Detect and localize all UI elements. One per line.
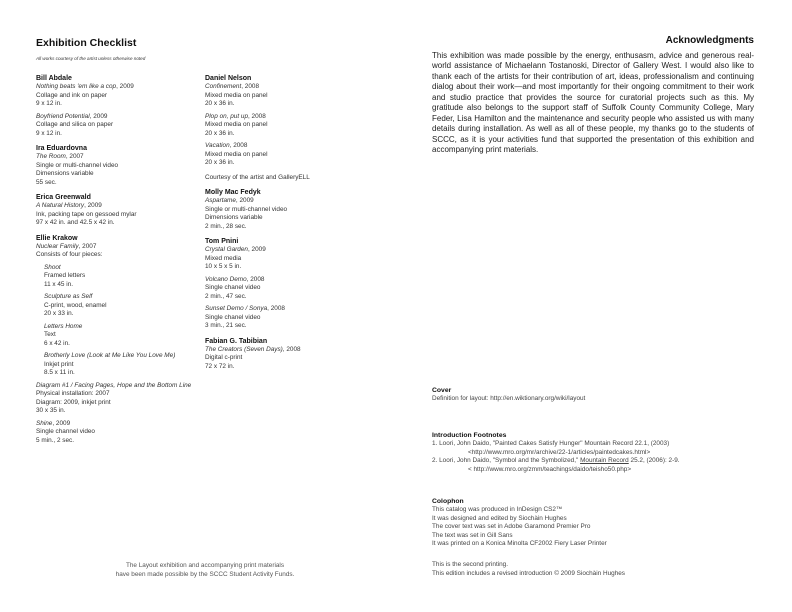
work-detail: Mixed media on panel [205,121,268,128]
work-title-line: Vacation, 2008 [205,142,248,149]
checklist-column-2 [205,74,375,377]
work-detail: 20 x 36 in. [205,129,235,137]
work-title-line: Nothing beats 'em like a cop, 2009 [36,83,134,90]
work-detail: Digital c-print [205,354,243,361]
work-detail: 9 x 12 in. [36,100,62,107]
work-detail: 11 x 45 in. [44,280,74,288]
work-detail: 10 x 5 x 5 in. [205,263,242,270]
checklist-entry [36,144,206,187]
work-detail: Framed letters [44,272,86,279]
colophon-line: It was printed on a Konica Minolta CF2002 Fiery Laser Printer [432,540,607,547]
work-detail: Mixed media on panel [205,150,268,158]
work-detail: 20 x 36 in. [205,100,235,107]
work-title-line: Shine, 2009 [36,419,71,427]
piece-title: Sculpture as Self [44,293,93,300]
work-title-line: Diagram #1 / Facing Pages, Hope and the Bottom Line [36,381,192,389]
work-title-line: Aspartame, 2009 [205,197,254,204]
work-title-line: The Room, 2007 [36,153,84,160]
work-detail: Single chanel video [205,284,261,291]
footnote-1: 1. Loori, John Daido, "Painted Cakes Satisfy Hunger" Mountain Record 22.1, (2003) [432,440,670,447]
funding-note: The Layout exhibition and accompanying print materials have been made possible by the SCCC Student Activity Funds. [115,562,295,578]
colophon-line: It was designed and edited by Siochàin Hughes [432,514,567,522]
work-detail: Collage and ink on paper [36,91,108,99]
checklist-entry [205,337,375,372]
work-title-line: Confinement, 2008 [205,83,260,90]
footnote-1-url: <http://www.mro.org/mr/archive/22-1/articles/paintedcakes.html> [468,448,651,456]
work-detail: 2 min., 47 sec. [205,292,247,300]
cover-definition: Definition for layout: http://en.wiktionary.org/wiki/layout [432,395,586,402]
work-detail: 30 x 35 in. [36,407,66,414]
work-pieces [36,264,206,378]
colophon-line: The text was set in Gill Sans [432,531,513,539]
courtesy-credit: Courtesy of the artist and GalleryELL [205,173,310,181]
acknowledgments-body: This exhibition was made possible by the energy, enthusasm, advice and generous real-world assistance of Michaelann Tostanoski, Director of Gallery West. I would also like to thank each of the artists for their contribution of art, ideas, professionalism and continuing dialog about their work—and most importantly for their ongoing commitment to their work and studio practice that provides the source for curatorial projects such as this. My gratitude also belongs to the support staff of Suffolk County Community College, Mary Feder, Lisa Hamilton and the maintenance and security people who assisted us with many details during installation. As well as all of these people, my thanks go to the students of SCCC, as it is your activities fund that supported the presentation of this exhibition and accompanying print materials. [432,51,754,155]
work-detail: 6 x 42 in. [44,339,70,347]
work-title-line: The Creators (Seven Days), 2008 [205,345,301,353]
work-title-line: A Natural History, 2009 [36,202,102,209]
work-detail: Diagram: 2009, inkjet print [36,398,111,406]
work-detail: Single or multi-channel video [205,205,288,213]
work-detail: Single or multi-channel video [36,161,119,169]
printing-note [432,561,625,578]
piece-title: Letters Home [44,322,83,330]
work-detail: Mixed media [205,254,242,262]
artist-name: Erica Greenwald [36,194,91,201]
work-detail: Single channel video [36,428,95,435]
work-detail: Dimensions variable [36,170,94,177]
work-detail: Mixed media on panel [205,91,268,99]
work-detail: 72 x 72 in. [205,362,235,370]
work-detail: Ink, packing tape on gessoed mylar [36,210,137,218]
checklist-entry [36,74,206,138]
work-detail: 2 min., 28 sec. [205,222,247,230]
artist-name: Ira Eduardovna [36,145,87,152]
work-detail: Inkjet print [44,360,74,368]
work-title-line: Volcano Demo, 2008 [205,275,265,283]
work-detail: 55 sec. [36,178,57,186]
artist-name: Daniel Nelson [205,75,252,82]
checklist-column-1 [36,74,206,451]
colophon-section [432,497,607,549]
checklist-title: Exhibition Checklist [36,37,137,49]
checklist-entry [36,193,206,228]
work-detail: C-print, wood, enamel [44,301,107,309]
work-detail: 20 x 33 in. [44,310,74,317]
acknowledgments-title: Acknowledgments [665,35,754,46]
footnote-2-url: < http://www.mro.org/zmm/teachings/daido/teisho50.php> [468,465,632,473]
work-detail: Physical installation: 2007 [36,390,110,397]
work-detail: 8.5 x 11 in. [44,369,75,376]
piece-title: Brotherly Love (Look at Me Like You Love Me) [44,352,176,359]
work-detail: 5 min., 2 sec. [36,436,75,444]
checklist-subtitle: All works courtesy of the artist unless otherwise noted [36,56,146,61]
section-heading: Cover [432,387,452,394]
work-detail: 3 min., 21 sec. [205,322,247,329]
work-title-line: Plop on, put up, 2008 [205,112,266,120]
printing-line: This is the second printing. [432,561,509,568]
work-title-line: Sunset Demo / Sonya, 2008 [205,305,285,312]
section-heading: Introduction Footnotes [432,432,507,439]
artist-name: Fabian G. Tabibian [205,337,268,345]
printing-line: This edition includes a revised introduction © 2009 Siochàin Hughes [432,569,625,577]
cover-section [432,386,585,404]
artist-name: Molly Mac Fedyk [205,189,261,196]
footnotes-section [432,431,680,474]
work-detail: 97 x 42 in. and 42.5 x 42 in. [36,219,115,226]
work-title-line: Crystal Garden, 2009 [205,246,266,253]
artist-name: Tom Pnini [205,238,239,245]
work-detail: Dimensions variable [205,214,263,221]
artist-name: Ellie Krakow [36,234,78,242]
work-detail: 9 x 12 in. [36,129,62,137]
checklist-entry [205,188,375,231]
colophon-line: The cover text was set in Adobe Garamond Premier Pro [432,523,591,530]
work-detail: Single chanel video [205,313,261,321]
piece-title: Shoot [44,263,61,271]
footnote-2: 2. Loori, John Daido, "Symbol and the Symbolized," Mountain Record 25.2, (2006): 2-9. [432,457,680,464]
checklist-entry [205,237,375,331]
work-detail: Text [44,331,56,338]
checklist-entry [36,234,206,446]
work-title-line: Nuclear Family, 2007 [36,242,97,250]
work-detail: Consists of four pieces: [36,251,103,258]
checklist-entry [205,74,375,168]
section-heading: Colophon [432,498,464,505]
work-detail: 20 x 36 in. [205,159,235,166]
artist-name: Bill Abdale [36,75,72,82]
colophon-line: This catalog was produced in InDesign CS2™ [432,506,563,513]
work-title-line: Boyfriend Potential, 2009 [36,112,108,120]
work-detail: Collage and silica on paper [36,121,114,128]
